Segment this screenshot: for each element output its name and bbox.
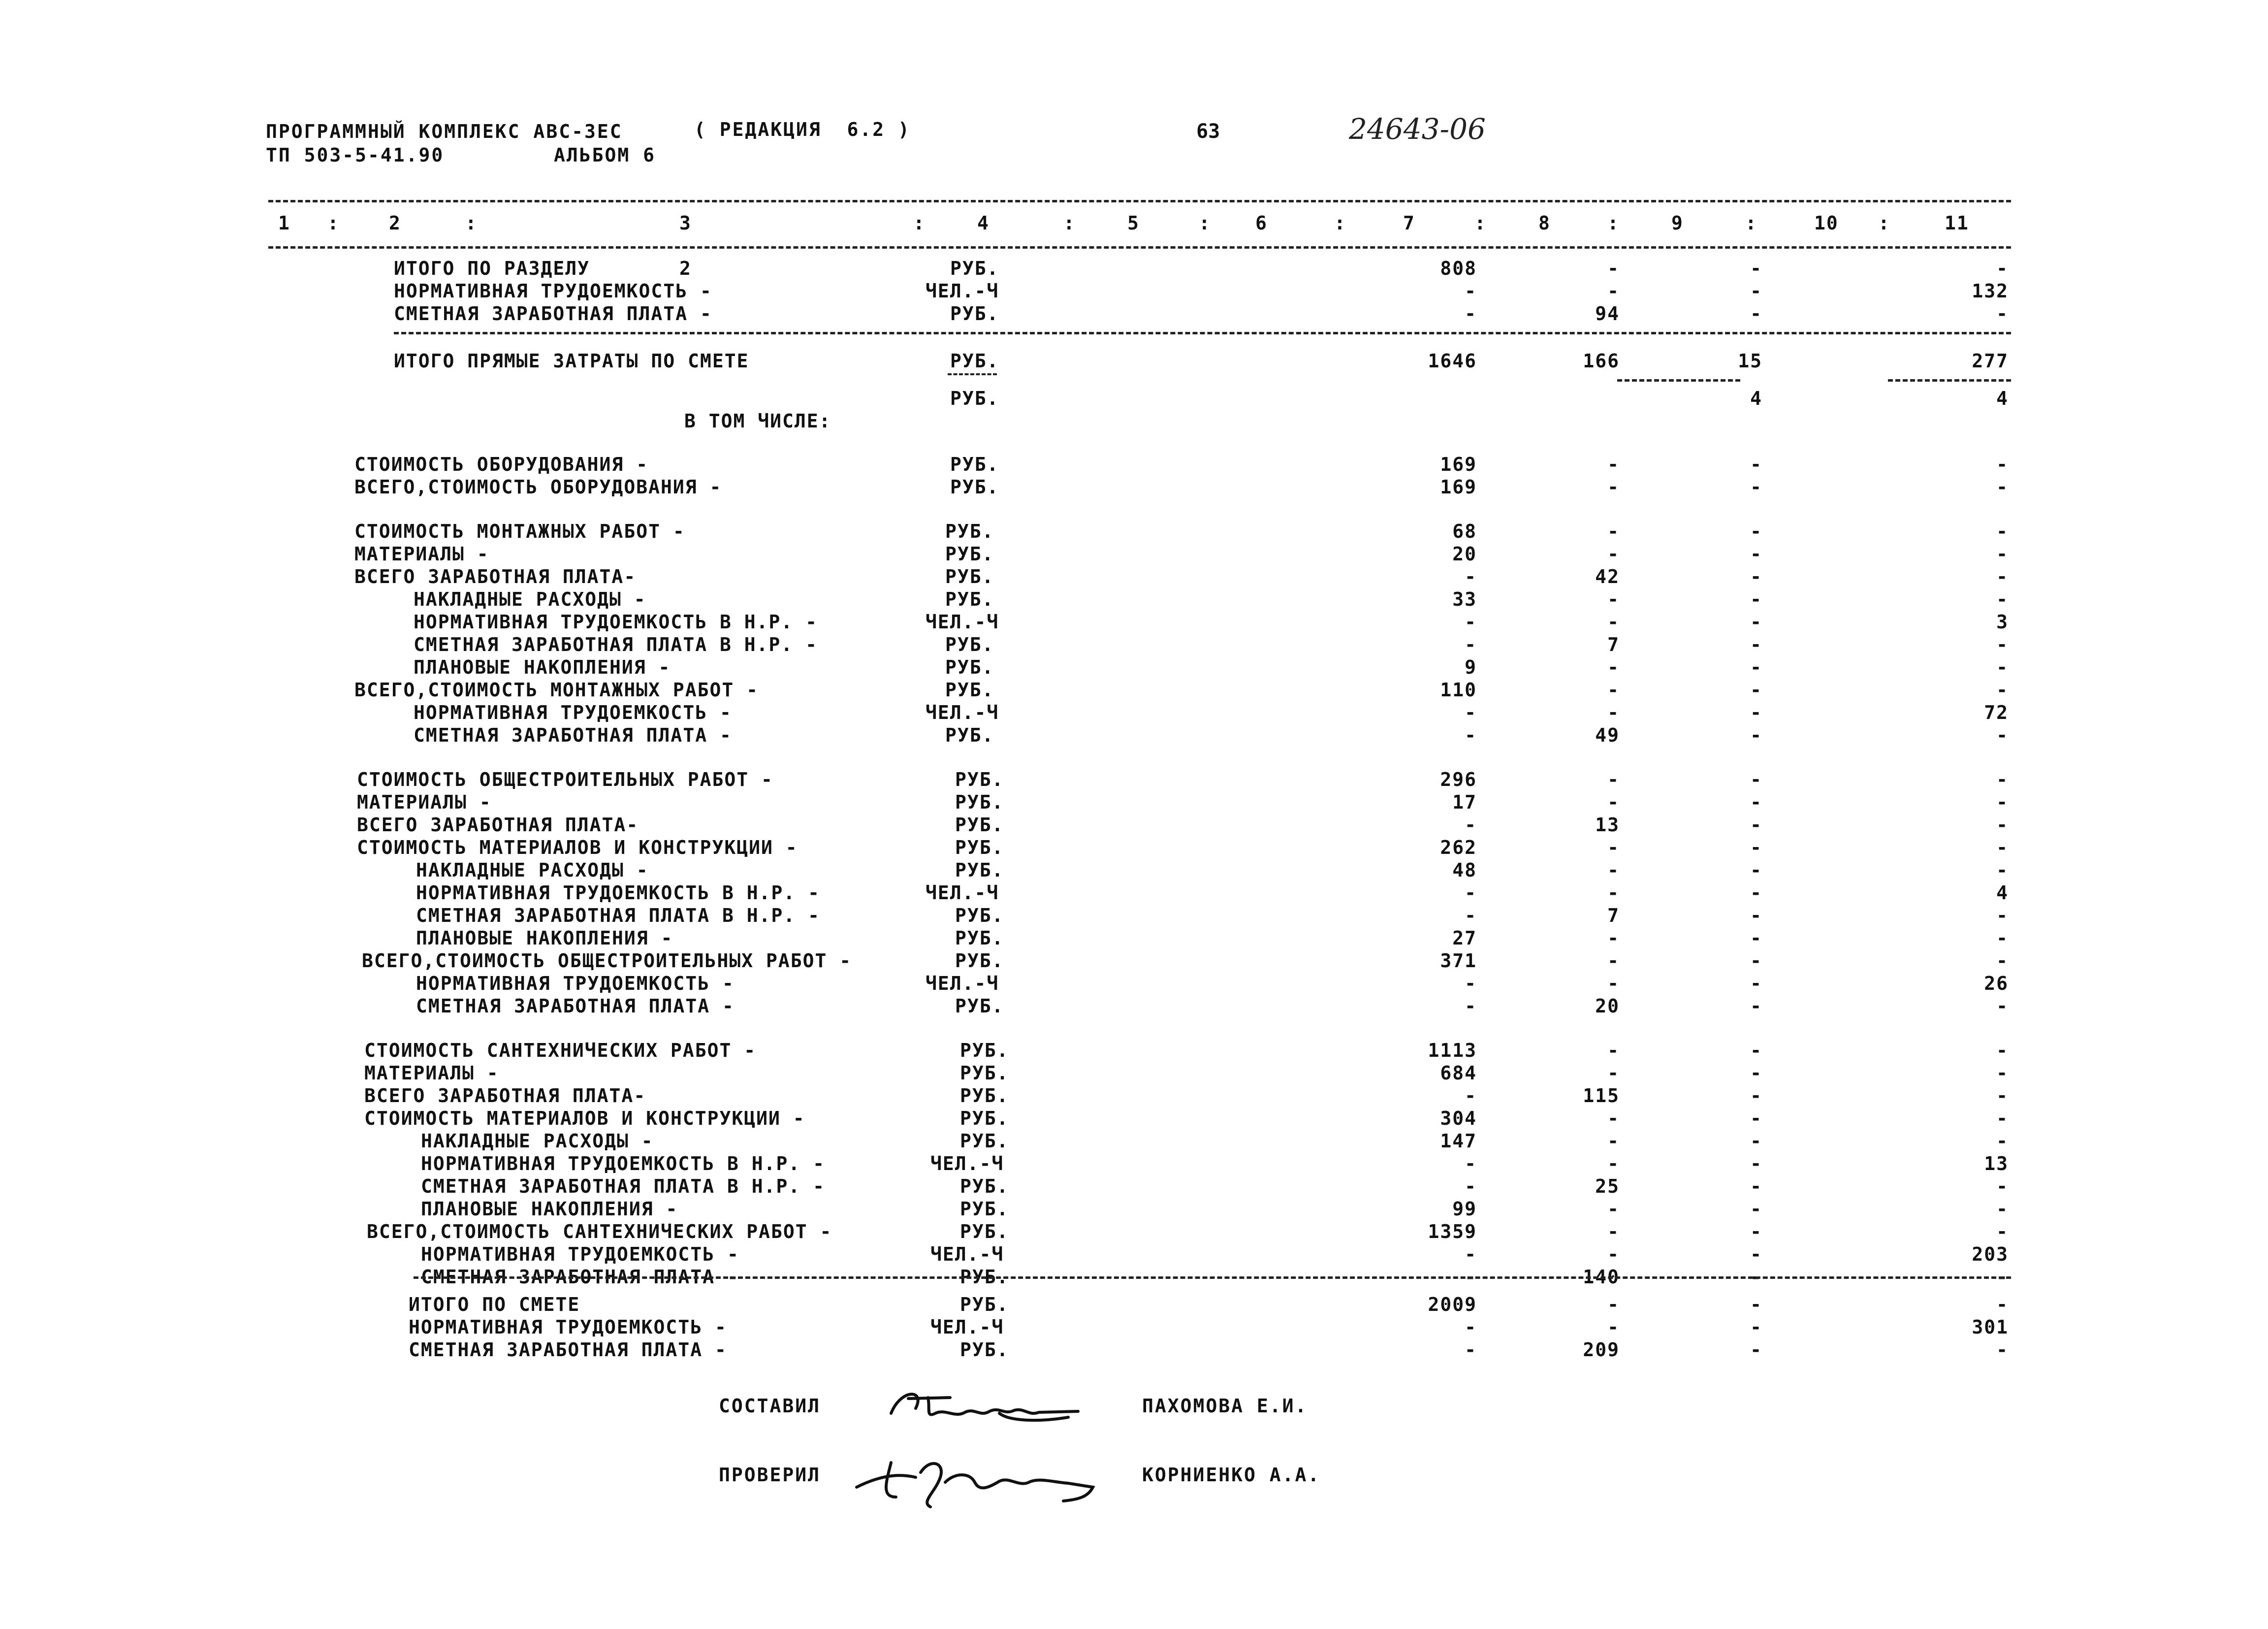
row-label: МАТЕРИАЛЫ - — [364, 1062, 499, 1084]
cell-col11: 4 — [1996, 388, 2009, 409]
cell-col7: - — [1465, 882, 1477, 904]
cell-col8: - — [1607, 859, 1620, 881]
column-header-1: 1 — [278, 212, 290, 234]
row-label: СМЕТНАЯ ЗАРАБОТНАЯ ПЛАТА - — [394, 303, 712, 325]
cell-col9: - — [1750, 1153, 1762, 1174]
cell-col8: - — [1607, 280, 1620, 302]
cell-col11: - — [1996, 769, 2009, 790]
cell-col9: - — [1750, 927, 1762, 949]
column-header-6: 6 — [1255, 212, 1268, 234]
cell-col8: 7 — [1607, 905, 1620, 926]
album-label: АЛЬБОМ 6 — [554, 144, 656, 166]
unit-cell: РУБ. — [955, 769, 1004, 790]
column-header-11: 11 — [1945, 212, 1969, 234]
unit-cell: ЧЕЛ.-Ч — [926, 882, 999, 904]
cell-col8: - — [1607, 702, 1620, 723]
unit-cell: РУБ. — [960, 1198, 1009, 1220]
cell-col11: 72 — [1984, 702, 2009, 723]
unit-cell: РУБ. — [955, 859, 1004, 881]
column-header-3: 3 — [679, 212, 692, 234]
cell-col9: - — [1750, 543, 1762, 565]
cell-col9: - — [1750, 1243, 1762, 1265]
unit-cell: РУБ. — [945, 724, 994, 746]
cell-col11: - — [1996, 1339, 2009, 1361]
cell-col11: - — [1996, 634, 2009, 655]
cell-col9: - — [1750, 1294, 1762, 1315]
cell-col7: 48 — [1452, 859, 1477, 881]
cell-col11: - — [1996, 1040, 2009, 1061]
row-label: НОРМАТИВНАЯ ТРУДОЕМКОСТЬ - — [416, 973, 735, 994]
cell-col7: 9 — [1465, 656, 1477, 678]
cell-col7: - — [1465, 973, 1477, 994]
unit-cell: РУБ. — [960, 1221, 1009, 1242]
cell-col8: 42 — [1595, 566, 1620, 587]
cell-col7: - — [1465, 611, 1477, 633]
cell-col7: - — [1465, 634, 1477, 655]
cell-col9: - — [1750, 258, 1762, 279]
unit-cell: РУБ. — [960, 1040, 1009, 1061]
cell-col8: - — [1607, 1153, 1620, 1174]
cell-col8: - — [1607, 611, 1620, 633]
row-label: СТОИМОСТЬ ОБЩЕСТРОИТЕЛЬНЫХ РАБОТ - — [357, 769, 773, 790]
row-label: ВСЕГО,СТОИМОСТЬ ОБЩЕСТРОИТЕЛЬНЫХ РАБОТ - — [362, 950, 852, 972]
cell-col7: 20 — [1452, 543, 1477, 565]
row-label: ПЛАНОВЫЕ НАКОПЛЕНИЯ - — [421, 1198, 678, 1220]
cell-col8: - — [1607, 950, 1620, 972]
unit-cell: РУБ. — [950, 258, 999, 279]
cell-col9: - — [1750, 1040, 1762, 1061]
cell-col8: - — [1607, 1040, 1620, 1061]
unit-cell: РУБ. — [945, 656, 994, 678]
column-separator: : — [1878, 212, 1890, 234]
cell-col8: 13 — [1595, 814, 1620, 836]
cell-col8: - — [1607, 769, 1620, 790]
cell-col8: - — [1607, 882, 1620, 904]
unit-cell: ЧЕЛ.-Ч — [926, 702, 999, 723]
row-label: НОРМАТИВНАЯ ТРУДОЕМКОСТЬ В Н.Р. - — [421, 1153, 825, 1174]
row-label: НОРМАТИВНАЯ ТРУДОЕМКОСТЬ - — [394, 280, 712, 302]
column-header-8: 8 — [1538, 212, 1551, 234]
unit-cell: РУБ. — [955, 791, 1004, 813]
cell-col8: - — [1607, 521, 1620, 542]
cell-col11: - — [1996, 1198, 2009, 1220]
cell-col11: 3 — [1996, 611, 2009, 633]
row-label: ИТОГО ПРЯМЫЕ ЗАТРАТЫ ПО СМЕТЕ — [394, 350, 749, 372]
cell-col9: - — [1750, 814, 1762, 836]
unit-underline — [948, 373, 997, 375]
project-code: ТП 503-5-41.90 — [266, 144, 445, 166]
column-separator: : — [1063, 212, 1076, 234]
unit-cell: РУБ. — [945, 634, 994, 655]
cell-col7: - — [1465, 303, 1477, 325]
cell-col9: - — [1750, 973, 1762, 994]
column-separator: : — [1334, 212, 1346, 234]
cell-col9: - — [1750, 995, 1762, 1017]
cell-col7: 99 — [1452, 1198, 1477, 1220]
row-label: В ТОМ ЧИСЛЕ: — [684, 410, 831, 432]
cell-col9: - — [1750, 1266, 1762, 1288]
cell-col7: 1646 — [1428, 350, 1477, 372]
cell-col9: - — [1750, 950, 1762, 972]
cell-col7: 169 — [1440, 476, 1477, 498]
cell-col11: - — [1996, 837, 2009, 858]
cell-col7: 808 — [1440, 258, 1477, 279]
cell-col9: 15 — [1738, 350, 1762, 372]
unit-cell: РУБ. — [955, 837, 1004, 858]
cell-col11: - — [1996, 950, 2009, 972]
cell-col9: - — [1750, 791, 1762, 813]
section-divider — [394, 332, 2011, 334]
unit-cell: РУБ. — [955, 814, 1004, 836]
signature-compiled — [881, 1379, 1088, 1433]
edition-label: ( РЕДАКЦИЯ 6.2 ) — [694, 119, 911, 140]
cell-col7: - — [1465, 1339, 1477, 1361]
row-label: СМЕТНАЯ ЗАРАБОТНАЯ ПЛАТА В Н.Р. - — [421, 1175, 825, 1197]
cell-col11: 132 — [1972, 280, 2009, 302]
column-separator: : — [1199, 212, 1211, 234]
row-label: СМЕТНАЯ ЗАРАБОТНАЯ ПЛАТА - — [409, 1339, 727, 1361]
cell-col8: - — [1607, 1316, 1620, 1338]
cell-col8: - — [1607, 258, 1620, 279]
row-label: НОРМАТИВНАЯ ТРУДОЕМКОСТЬ В Н.Р. - — [416, 882, 820, 904]
cell-col7: 2009 — [1428, 1294, 1477, 1315]
row-label: СМЕТНАЯ ЗАРАБОТНАЯ ПЛАТА - — [416, 995, 735, 1017]
cell-col8: 166 — [1583, 350, 1620, 372]
cell-col7: 68 — [1452, 521, 1477, 542]
cell-col7: - — [1465, 1175, 1477, 1197]
header-rule-bottom — [268, 246, 2011, 249]
cell-col8: 140 — [1583, 1266, 1620, 1288]
cell-col8: - — [1607, 1221, 1620, 1242]
cell-col8: 7 — [1607, 634, 1620, 655]
cell-col11: - — [1996, 1221, 2009, 1242]
cell-col11: - — [1996, 258, 2009, 279]
cell-col11: - — [1996, 905, 2009, 926]
cell-col9: - — [1750, 566, 1762, 587]
cell-col8: - — [1607, 656, 1620, 678]
unit-cell: РУБ. — [945, 566, 994, 587]
column-header-9: 9 — [1671, 212, 1684, 234]
unit-cell: РУБ. — [950, 388, 999, 409]
cell-col8: - — [1607, 973, 1620, 994]
cell-col11: - — [1996, 791, 2009, 813]
row-label: ВСЕГО ЗАРАБОТНАЯ ПЛАТА- — [354, 566, 637, 587]
row-label: НОРМАТИВНАЯ ТРУДОЕМКОСТЬ - — [409, 1316, 727, 1338]
unit-cell: РУБ. — [950, 350, 999, 372]
unit-cell: РУБ. — [950, 476, 999, 498]
row-label: ВСЕГО ЗАРАБОТНАЯ ПЛАТА- — [357, 814, 639, 836]
total-divider — [414, 1276, 2011, 1279]
row-label: МАТЕРИАЛЫ - — [354, 543, 489, 565]
cell-col9: - — [1750, 280, 1762, 302]
cell-col9: - — [1750, 1062, 1762, 1084]
column-separator: : — [1745, 212, 1757, 234]
cell-col8: - — [1607, 1294, 1620, 1315]
row-label: ПЛАНОВЫЕ НАКОПЛЕНИЯ - — [414, 656, 671, 678]
row-label: ВСЕГО,СТОИМОСТЬ САНТЕХНИЧЕСКИХ РАБОТ - — [367, 1221, 832, 1242]
checked-label: ПРОВЕРИЛ — [719, 1464, 821, 1486]
cell-col11: - — [1996, 588, 2009, 610]
cell-col9: - — [1750, 588, 1762, 610]
cell-col8: - — [1607, 1108, 1620, 1129]
cell-col9: - — [1750, 1108, 1762, 1129]
cell-col11: - — [1996, 543, 2009, 565]
cell-col8: - — [1607, 588, 1620, 610]
row-label: НАКЛАДНЫЕ РАСХОДЫ - — [421, 1130, 654, 1152]
cell-col11: - — [1996, 1130, 2009, 1152]
row-label: СТОИМОСТЬ МАТЕРИАЛОВ И КОНСТРУКЦИИ - — [357, 837, 798, 858]
cell-col9: - — [1750, 882, 1762, 904]
column-separator: : — [1474, 212, 1487, 234]
unit-cell: РУБ. — [960, 1175, 1009, 1197]
signature-checked — [847, 1443, 1113, 1517]
cell-col7: - — [1465, 1153, 1477, 1174]
cell-col11: 301 — [1972, 1316, 2009, 1338]
column-header-5: 5 — [1127, 212, 1140, 234]
cell-col7: 1113 — [1428, 1040, 1477, 1061]
unit-cell: РУБ. — [950, 454, 999, 475]
cell-col7: - — [1465, 566, 1477, 587]
column-header-2: 2 — [389, 212, 401, 234]
cell-col11: - — [1996, 454, 2009, 475]
column-header-7: 7 — [1403, 212, 1415, 234]
cell-col11: - — [1996, 859, 2009, 881]
cell-col7: 304 — [1440, 1108, 1477, 1129]
cell-col11: - — [1996, 1062, 2009, 1084]
cell-col11: - — [1996, 814, 2009, 836]
cell-col7: - — [1465, 814, 1477, 836]
row-label: СТОИМОСТЬ САНТЕХНИЧЕСКИХ РАБОТ - — [364, 1040, 757, 1061]
cell-col8: - — [1607, 927, 1620, 949]
cell-col8: - — [1607, 476, 1620, 498]
handwritten-code: 24643-06 — [1349, 112, 1486, 146]
row-label: ВСЕГО,СТОИМОСТЬ МОНТАЖНЫХ РАБОТ - — [354, 679, 759, 701]
cell-col7: - — [1465, 905, 1477, 926]
cell-col8: - — [1607, 454, 1620, 475]
cell-col11: - — [1996, 1175, 2009, 1197]
cell-col7: 27 — [1452, 927, 1477, 949]
cell-col11: - — [1996, 1108, 2009, 1129]
cell-col9: - — [1750, 303, 1762, 325]
row-label: НОРМАТИВНАЯ ТРУДОЕМКОСТЬ - — [414, 702, 732, 723]
cell-col8: - — [1607, 791, 1620, 813]
cell-col11: - — [1996, 1085, 2009, 1107]
cell-col9: - — [1750, 1175, 1762, 1197]
unit-cell: РУБ. — [960, 1294, 1009, 1315]
row-label: СТОИМОСТЬ МОНТАЖНЫХ РАБОТ - — [354, 521, 685, 542]
unit-cell: РУБ. — [955, 927, 1004, 949]
unit-cell: РУБ. — [945, 588, 994, 610]
checked-name: КОРНИЕНКО А.А. — [1142, 1464, 1321, 1486]
cell-col7: - — [1465, 1266, 1477, 1288]
cell-col7: 17 — [1452, 791, 1477, 813]
cell-col11: - — [1996, 521, 2009, 542]
cell-col9: - — [1750, 1085, 1762, 1107]
cell-col9: - — [1750, 702, 1762, 723]
unit-cell: РУБ. — [955, 995, 1004, 1017]
column-header-4: 4 — [977, 212, 990, 234]
column-separator: : — [327, 212, 340, 234]
unit-cell: ЧЕЛ.-Ч — [926, 280, 999, 302]
cell-col8: - — [1607, 679, 1620, 701]
unit-cell: РУБ. — [960, 1062, 1009, 1084]
row-label: СТОИМОСТЬ МАТЕРИАЛОВ И КОНСТРУКЦИИ - — [364, 1108, 805, 1129]
cell-col7: - — [1465, 702, 1477, 723]
unit-cell: РУБ. — [945, 679, 994, 701]
cell-col8: - — [1607, 1243, 1620, 1265]
cell-col11: - — [1996, 724, 2009, 746]
unit-cell: РУБ. — [960, 1130, 1009, 1152]
cell-col8: - — [1607, 1198, 1620, 1220]
cell-col7: 684 — [1440, 1062, 1477, 1084]
unit-cell: ЧЕЛ.-Ч — [930, 1153, 1004, 1174]
cell-col8: 94 — [1595, 303, 1620, 325]
compiled-label: СОСТАВИЛ — [719, 1395, 821, 1417]
header-rule-top — [268, 200, 2011, 202]
program-title: ПРОГРАММНЫЙ КОМПЛЕКС АВС-ЗЕС — [266, 121, 623, 142]
cell-col7: - — [1465, 1316, 1477, 1338]
cell-col11: 277 — [1972, 350, 2009, 372]
cell-col11: - — [1996, 566, 2009, 587]
cell-col9: - — [1750, 454, 1762, 475]
cell-col7: 147 — [1440, 1130, 1477, 1152]
cell-col7: 371 — [1440, 950, 1477, 972]
unit-cell: РУБ. — [945, 521, 994, 542]
cell-col9: - — [1750, 1316, 1762, 1338]
unit-cell: РУБ. — [955, 905, 1004, 926]
row-section-number: 2 — [679, 258, 692, 279]
cell-col9: - — [1750, 837, 1762, 858]
cell-col8: 49 — [1595, 724, 1620, 746]
cell-col11: - — [1996, 1266, 2009, 1288]
cell-col11: - — [1996, 656, 2009, 678]
cell-col8: 115 — [1583, 1085, 1620, 1107]
cell-col8: - — [1607, 1062, 1620, 1084]
unit-cell: РУБ. — [960, 1339, 1009, 1361]
row-label: НОРМАТИВНАЯ ТРУДОЕМКОСТЬ В Н.Р. - — [414, 611, 818, 633]
column-separator: : — [465, 212, 478, 234]
col11-underline — [1888, 379, 2011, 382]
cell-col9: - — [1750, 476, 1762, 498]
row-label: СМЕТНАЯ ЗАРАБОТНАЯ ПЛАТА - — [414, 724, 732, 746]
cell-col7: - — [1465, 1085, 1477, 1107]
row-label: СМЕТНАЯ ЗАРАБОТНАЯ ПЛАТА В Н.Р. - — [416, 905, 820, 926]
cell-col9: - — [1750, 859, 1762, 881]
cell-col11: - — [1996, 679, 2009, 701]
cell-col9: 4 — [1750, 388, 1762, 409]
cell-col7: - — [1465, 995, 1477, 1017]
row-label: МАТЕРИАЛЫ - — [357, 791, 492, 813]
unit-cell: РУБ. — [960, 1266, 1009, 1288]
cell-col9: - — [1750, 634, 1762, 655]
row-label: ВСЕГО,СТОИМОСТЬ ОБОРУДОВАНИЯ - — [354, 476, 722, 498]
cell-col7: 33 — [1452, 588, 1477, 610]
cell-col11: 203 — [1972, 1243, 2009, 1265]
column-separator: : — [1607, 212, 1620, 234]
row-label: ИТОГО ПО РАЗДЕЛУ — [394, 258, 590, 279]
unit-cell: РУБ. — [950, 303, 999, 325]
cell-col9: - — [1750, 1130, 1762, 1152]
cell-col11: - — [1996, 927, 2009, 949]
cell-col7: 169 — [1440, 454, 1477, 475]
cell-col7: - — [1465, 724, 1477, 746]
row-label: СТОИМОСТЬ ОБОРУДОВАНИЯ - — [354, 454, 649, 475]
unit-cell: РУБ. — [945, 543, 994, 565]
cell-col7: 262 — [1440, 837, 1477, 858]
row-label: ПЛАНОВЫЕ НАКОПЛЕНИЯ - — [416, 927, 673, 949]
cell-col11: - — [1996, 995, 2009, 1017]
cell-col9: - — [1750, 1221, 1762, 1242]
unit-cell: ЧЕЛ.-Ч — [930, 1243, 1004, 1265]
cell-col7: - — [1465, 280, 1477, 302]
cell-col8: - — [1607, 543, 1620, 565]
unit-cell: ЧЕЛ.-Ч — [930, 1316, 1004, 1338]
cell-col9: - — [1750, 611, 1762, 633]
row-label: НОРМАТИВНАЯ ТРУДОЕМКОСТЬ - — [421, 1243, 739, 1265]
unit-cell: РУБ. — [955, 950, 1004, 972]
cell-col7: 296 — [1440, 769, 1477, 790]
cell-col9: - — [1750, 656, 1762, 678]
row-label: ИТОГО ПО СМЕТЕ — [409, 1294, 580, 1315]
cell-col9: - — [1750, 724, 1762, 746]
row-label: СМЕТНАЯ ЗАРАБОТНАЯ ПЛАТА - — [421, 1266, 739, 1288]
page-number: 63 — [1196, 120, 1220, 143]
cell-col11: 4 — [1996, 882, 2009, 904]
cell-col7: 1359 — [1428, 1221, 1477, 1242]
row-label: НАКЛАДНЫЕ РАСХОДЫ - — [414, 588, 646, 610]
compiled-name: ПАХОМОВА Е.И. — [1142, 1395, 1308, 1417]
cell-col9: - — [1750, 521, 1762, 542]
unit-cell: РУБ. — [960, 1085, 1009, 1107]
cell-col9: - — [1750, 1339, 1762, 1361]
cell-col11: - — [1996, 476, 2009, 498]
cell-col8: - — [1607, 1130, 1620, 1152]
cell-col11: 26 — [1984, 973, 2009, 994]
cell-col11: - — [1996, 303, 2009, 325]
col9-underline — [1617, 379, 1740, 382]
cell-col11: - — [1996, 1294, 2009, 1315]
column-header-10: 10 — [1814, 212, 1839, 234]
cell-col9: - — [1750, 905, 1762, 926]
cell-col8: - — [1607, 837, 1620, 858]
unit-cell: РУБ. — [960, 1108, 1009, 1129]
row-label: СМЕТНАЯ ЗАРАБОТНАЯ ПЛАТА В Н.Р. - — [414, 634, 818, 655]
row-label: ВСЕГО ЗАРАБОТНАЯ ПЛАТА- — [364, 1085, 646, 1107]
unit-cell: ЧЕЛ.-Ч — [926, 973, 999, 994]
row-label: НАКЛАДНЫЕ РАСХОДЫ - — [416, 859, 649, 881]
cell-col8: 209 — [1583, 1339, 1620, 1361]
unit-cell: ЧЕЛ.-Ч — [926, 611, 999, 633]
cell-col11: 13 — [1984, 1153, 2009, 1174]
cell-col9: - — [1750, 769, 1762, 790]
cell-col8: 25 — [1595, 1175, 1620, 1197]
cell-col7: 110 — [1440, 679, 1477, 701]
cell-col9: - — [1750, 1198, 1762, 1220]
cell-col8: 20 — [1595, 995, 1620, 1017]
cell-col7: - — [1465, 1243, 1477, 1265]
column-separator: : — [913, 212, 926, 234]
cell-col9: - — [1750, 679, 1762, 701]
